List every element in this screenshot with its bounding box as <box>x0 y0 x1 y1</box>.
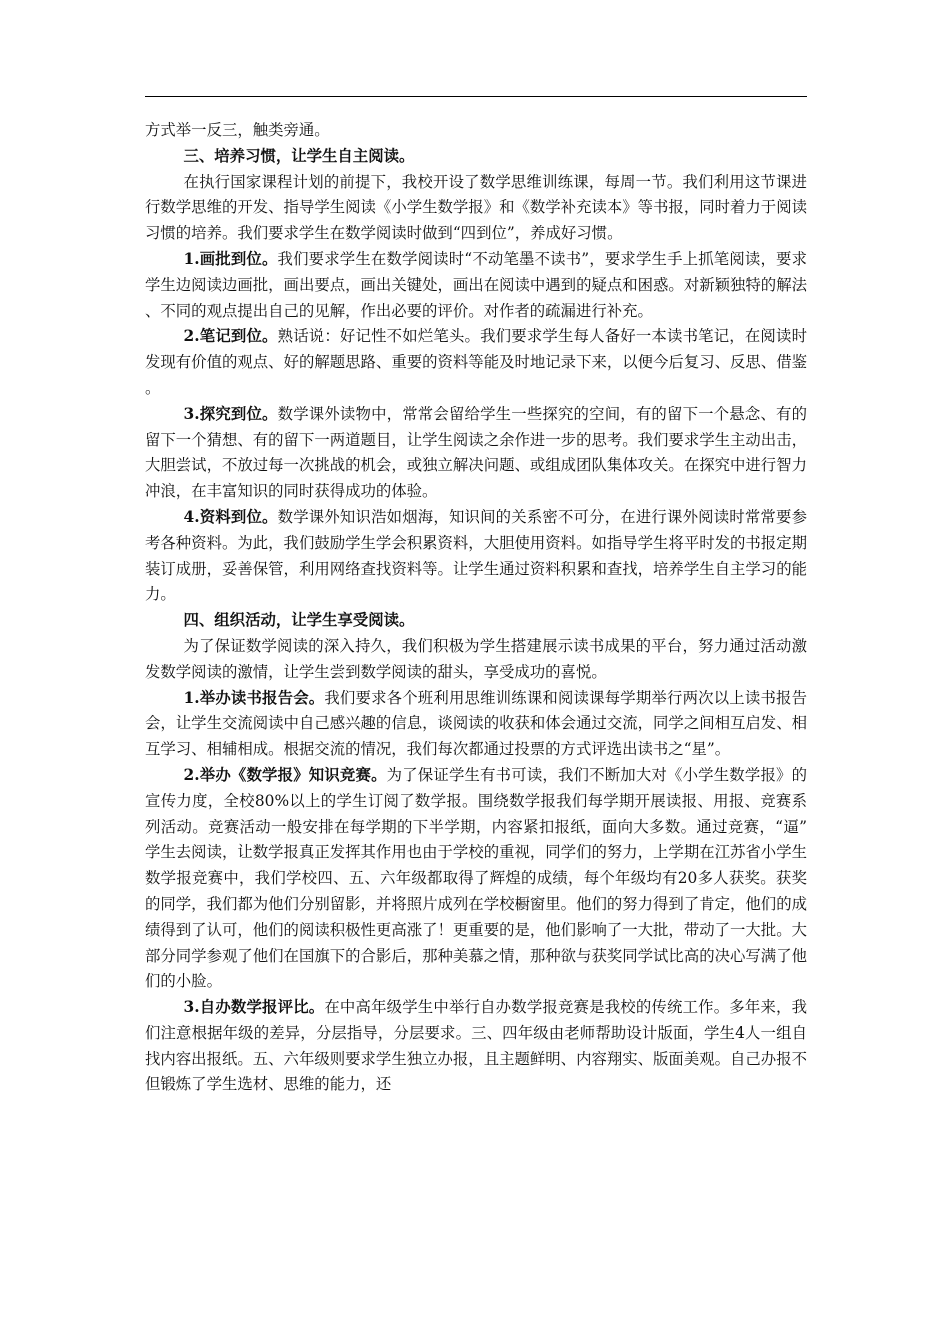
item-lead: 1.举办读书报告会。 <box>183 688 325 707</box>
paragraph-explore: 3.探究到位。数学课外读物中，常常会留给学生一些探究的空间，有的留下一个悬念、有的留下一个猜想、有的留下一两道题目，让学生阅读之余作进一步的思考。我们要求学生主动出击，大胆尝试，不放过每一次挑战的机会，或独立解决问题、或组成团队集体攻关。在探究中进行智力冲浪，在丰富知识的同时获得成功的体验。 <box>145 404 807 501</box>
section-heading-4: 四、组织活动，让学生享受阅读。 <box>183 611 415 630</box>
item-lead: 4.资料到位。 <box>183 507 278 526</box>
paragraph-continuation: 方式举一反三，触类旁通。 <box>145 121 330 139</box>
item-lead: 2.笔记到位。 <box>183 327 278 346</box>
paragraph-notes: 2.笔记到位。熟话说：好记性不如烂笔头。我们要求学生每人备好一本读书笔记，在阅读时发现有价值的观点、好的解题思路、重要的资料等能及时地记录下来，以便今后复习、反思、借鉴。 <box>145 327 807 397</box>
item-lead: 3.探究到位。 <box>183 404 278 423</box>
item-lead: 1.画批到位。 <box>183 249 278 268</box>
paragraph-self-made-paper: 3.自办数学报评比。在中高年级学生中举行自办数学报竞赛是我校的传统工作。多年来，我们注意根据年级的差异，分层指导，分层要求。三、四年级由老师帮助设计版面，学生4人一组自找内容出报纸。五、六年级则要求学生独立办报，且主题鲜明、内容翔实、版面美观。自己办报不但锻炼了学生选材、思维的能力，还 <box>145 998 807 1094</box>
document-body <box>145 118 807 1098</box>
paragraph-contest: 2.举办《数学报》知识竞赛。为了保证学生有书可读，我们不断加大对《小学生数学报》的宣传力度，全校80%以上的学生订阅了数学报。围绕数学报我们每学期开展读报、用报、竞赛系列活动。竞赛活动一般安排在每学期的下半学期，内容紧扣报纸，面向大多数。通过竞赛，“逼”学生去阅读，让数学报真正发挥其作用也由于学校的重视，同学们的努力，上学期在江苏省小学生数学报竞赛中，我们学校四、五、六年级都取得了辉煌的成绩，每个年级均有20多人获奖。获奖的同学，我们都为他们分别留影，并将照片成列在学校橱窗里。他们的努力得到了肯定，他们的成绩得到了认可，他们的阅读积极性更高涨了！更重要的是，他们影响了一大批，带动了一大批。大部分同学参观了他们在国旗下的合影后，那种美慕之情，那种欲与获奖同学试比高的决心写满了他们的小脸。 <box>145 765 807 991</box>
header-rule <box>145 96 807 97</box>
paragraph-intro-activities: 为了保证数学阅读的深入持久，我们积极为学生搭建展示读书成果的平台，努力通过活动激发数学阅读的激情，让学生尝到数学阅读的甜头，享受成功的喜悦。 <box>145 636 807 681</box>
paragraph-intro-habits: 在执行国家课程计划的前提下，我校开设了数学思维训练课，每周一节。我们利用这节课进行数学思维的开发、指导学生阅读《小学生数学报》和《数学补充读本》等书报，同时着力于阅读习惯的培养。我们要求学生在数学阅读时做到“四到位”，养成好习惯。 <box>145 172 807 243</box>
item-lead: 2.举办《数学报》知识竞赛。 <box>183 765 387 784</box>
paragraph-materials: 4.资料到位。数学课外知识浩如烟海，知识间的关系密不可分，在进行课外阅读时常常要参考各种资料。为此，我们鼓励学生学会积累资料，大胆使用资料。如指导学生将平时发的书报定期装订成册，妥善保管，利用网络查找资料等。让学生通过资料积累和查找，培养学生自主学习的能力。 <box>145 507 807 604</box>
paragraph-annotate: 1.画批到位。我们要求学生在数学阅读时“不动笔墨不读书”，要求学生手上抓笔阅读，要求学生边阅读边画批，画出要点，画出关键处，画出在阅读中遇到的疑点和困惑。对新颖独特的解法、不同的观点提出自己的见解，作出必要的评价。对作者的疏漏进行补充。 <box>145 249 807 320</box>
section-heading-3: 三、培养习惯，让学生自主阅读。 <box>183 146 415 165</box>
item-lead: 3.自办数学报评比。 <box>183 998 325 1017</box>
paragraph-report-meeting: 1.举办读书报告会。我们要求各个班利用思维训练课和阅读课每学期举行两次以上读书报告会，让学生交流阅读中自己感兴趣的信息，谈阅读的收获和体会通过交流，同学之间相互启发、相互学习、相辅相成。根据交流的情况，我们每次都通过投票的方式评选出读书之“星”。 <box>145 688 807 759</box>
